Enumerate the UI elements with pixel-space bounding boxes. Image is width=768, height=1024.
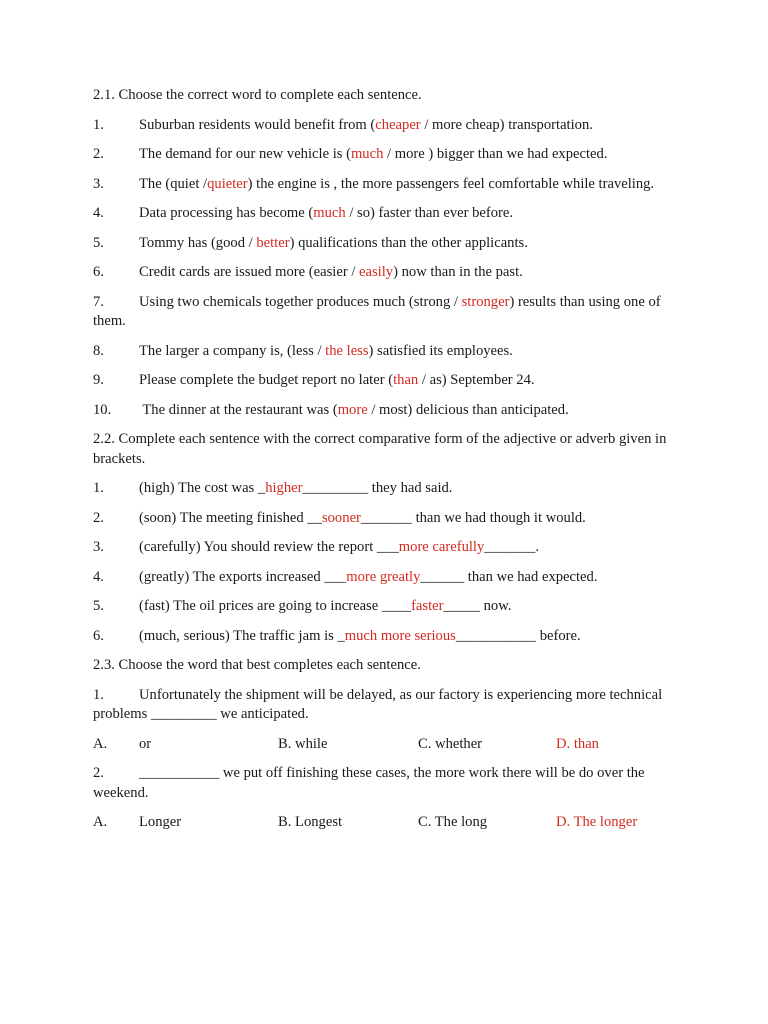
item-number: 2. [93, 146, 104, 162]
sentence-text: / most) delicious than anticipated. [367, 401, 569, 418]
answer-text: much [350, 146, 384, 162]
sentence-text: _________ they had said. [302, 480, 453, 496]
question-1 [93, 686, 673, 725]
exercise-item [93, 145, 673, 165]
exercise-item [93, 538, 673, 558]
question-2 [93, 764, 673, 803]
answer-text: more [337, 401, 368, 418]
answer-text: more carefully [398, 539, 485, 555]
sentence-text: (soon) The meeting finished __ [139, 509, 322, 526]
question-1-options [93, 735, 673, 755]
option-b: B. while [278, 735, 328, 752]
sentence-text: Using two chemicals together produces much (strong / [139, 293, 462, 310]
item-number: 10. [93, 401, 112, 418]
option-c: C. The long [418, 814, 488, 830]
section-1-title: 2.1. Choose the correct word to complete each sentence. [93, 87, 422, 103]
answer-text: quieter [207, 175, 248, 192]
item-number: 3. [93, 539, 104, 555]
answer-text: much [313, 205, 346, 221]
exercise-item [93, 342, 673, 362]
option-d-answer: D. than [556, 735, 599, 752]
exercise-item [93, 293, 673, 332]
item-number: 1. [93, 116, 104, 133]
sentence-text: (fast) The oil prices are going to increase ____ [139, 598, 412, 614]
exercise-item [93, 234, 673, 254]
exercise-item [93, 116, 673, 136]
answer-text: cheaper [375, 116, 421, 133]
section-2-list [93, 479, 673, 646]
question-number: 1. [93, 686, 104, 703]
item-number: 4. [93, 568, 104, 585]
item-number: 9. [93, 372, 104, 388]
item-number: 2. [93, 509, 104, 526]
section-2-title: 2.2. Complete each sentence with the correct comparative form of the adjective or adverb given in brackets. [93, 431, 667, 467]
exercise-item [93, 627, 673, 647]
sentence-text: _______. [484, 539, 540, 555]
answer-text: stronger [461, 293, 510, 310]
item-number: 4. [93, 205, 104, 221]
option-c: C. whether [418, 735, 483, 752]
answer-text: higher [265, 480, 303, 496]
sentence-text: ) qualifications than the other applicants. [289, 234, 528, 251]
sentence-text: ___________ before. [455, 627, 581, 644]
item-number: 5. [93, 234, 104, 251]
sentence-text: ) the engine is , the more passengers feel comfortable while traveling. [247, 175, 655, 192]
exercise-item [93, 204, 673, 224]
sentence-text: The larger a company is, (less / [139, 342, 326, 359]
exercise-item [93, 568, 673, 588]
sentence-text: The demand for our new vehicle is ( [139, 146, 351, 162]
question-text: ___________ we put off finishing these cases, the more work there will be do over the weekend. [93, 765, 645, 801]
exercise-item [93, 509, 673, 529]
sentence-text: The (quiet / [139, 175, 208, 192]
sentence-text: ______ than we had expected. [420, 568, 598, 585]
exercise-item [93, 175, 673, 195]
exercise-item [93, 371, 673, 391]
sentence-text: / so) faster than ever before. [345, 205, 514, 221]
answer-text: easily [359, 264, 394, 280]
sentence-text: (carefully) You should review the report ___ [139, 539, 399, 555]
answer-text: much more serious [344, 627, 456, 644]
sentence-text: ) results than using one of them. [93, 293, 661, 329]
sentence-text: Suburban residents would benefit from ( [139, 116, 376, 133]
question-text: Unfortunately the shipment will be delayed, as our factory is experiencing more technical problems _________ we anticipated. [93, 686, 663, 722]
answer-text: more greatly [346, 568, 421, 585]
item-number: 3. [93, 175, 104, 192]
item-number: 6. [93, 264, 104, 280]
question-number: 2. [93, 765, 104, 781]
item-number: 1. [93, 480, 104, 496]
sentence-text: Tommy has (good / [139, 234, 257, 251]
item-number: 6. [93, 627, 104, 644]
answer-text: sooner [321, 509, 361, 526]
option-d-answer: D. The longer [556, 814, 638, 830]
question-2-options [93, 813, 673, 833]
sentence-text: ) now than in the past. [393, 264, 523, 280]
sentence-text: / as) September 24. [418, 372, 535, 388]
exercise-item [93, 597, 673, 617]
option-a: A. or [93, 735, 152, 752]
exercise-item [93, 479, 673, 499]
item-number: 7. [93, 293, 104, 310]
item-number: 5. [93, 598, 104, 614]
sentence-text: / more cheap) transportation. [420, 116, 593, 133]
sentence-text: _______ than we had though it would. [360, 509, 586, 526]
option-a: A. Longer [93, 814, 182, 830]
sentence-text: Please complete the budget report no later ( [139, 372, 394, 388]
option-b: B. Longest [278, 814, 343, 830]
answer-text: the less [325, 342, 369, 359]
sentence-text: (high) The cost was _ [139, 480, 266, 496]
sentence-text: Data processing has become ( [139, 205, 314, 221]
exercise-item [93, 263, 673, 283]
section-1-list [93, 116, 673, 421]
exercise-item [93, 401, 673, 421]
sentence-text: The dinner at the restaurant was ( [139, 401, 338, 418]
sentence-text: ) satisfied its employees. [368, 342, 513, 359]
item-number: 8. [93, 342, 104, 359]
answer-text: than [393, 372, 419, 388]
sentence-text: Credit cards are issued more (easier / [139, 264, 360, 280]
answer-text: faster [411, 598, 444, 614]
document-page [93, 86, 673, 843]
sentence-text: (much, serious) The traffic jam is _ [139, 627, 345, 644]
section-3-title: 2.3. Choose the word that best completes each sentence. [93, 657, 421, 673]
sentence-text: / more ) bigger than we had expected. [383, 146, 608, 162]
sentence-text: (greatly) The exports increased ___ [139, 568, 347, 585]
sentence-text: _____ now. [443, 598, 512, 614]
answer-text: better [256, 234, 290, 251]
